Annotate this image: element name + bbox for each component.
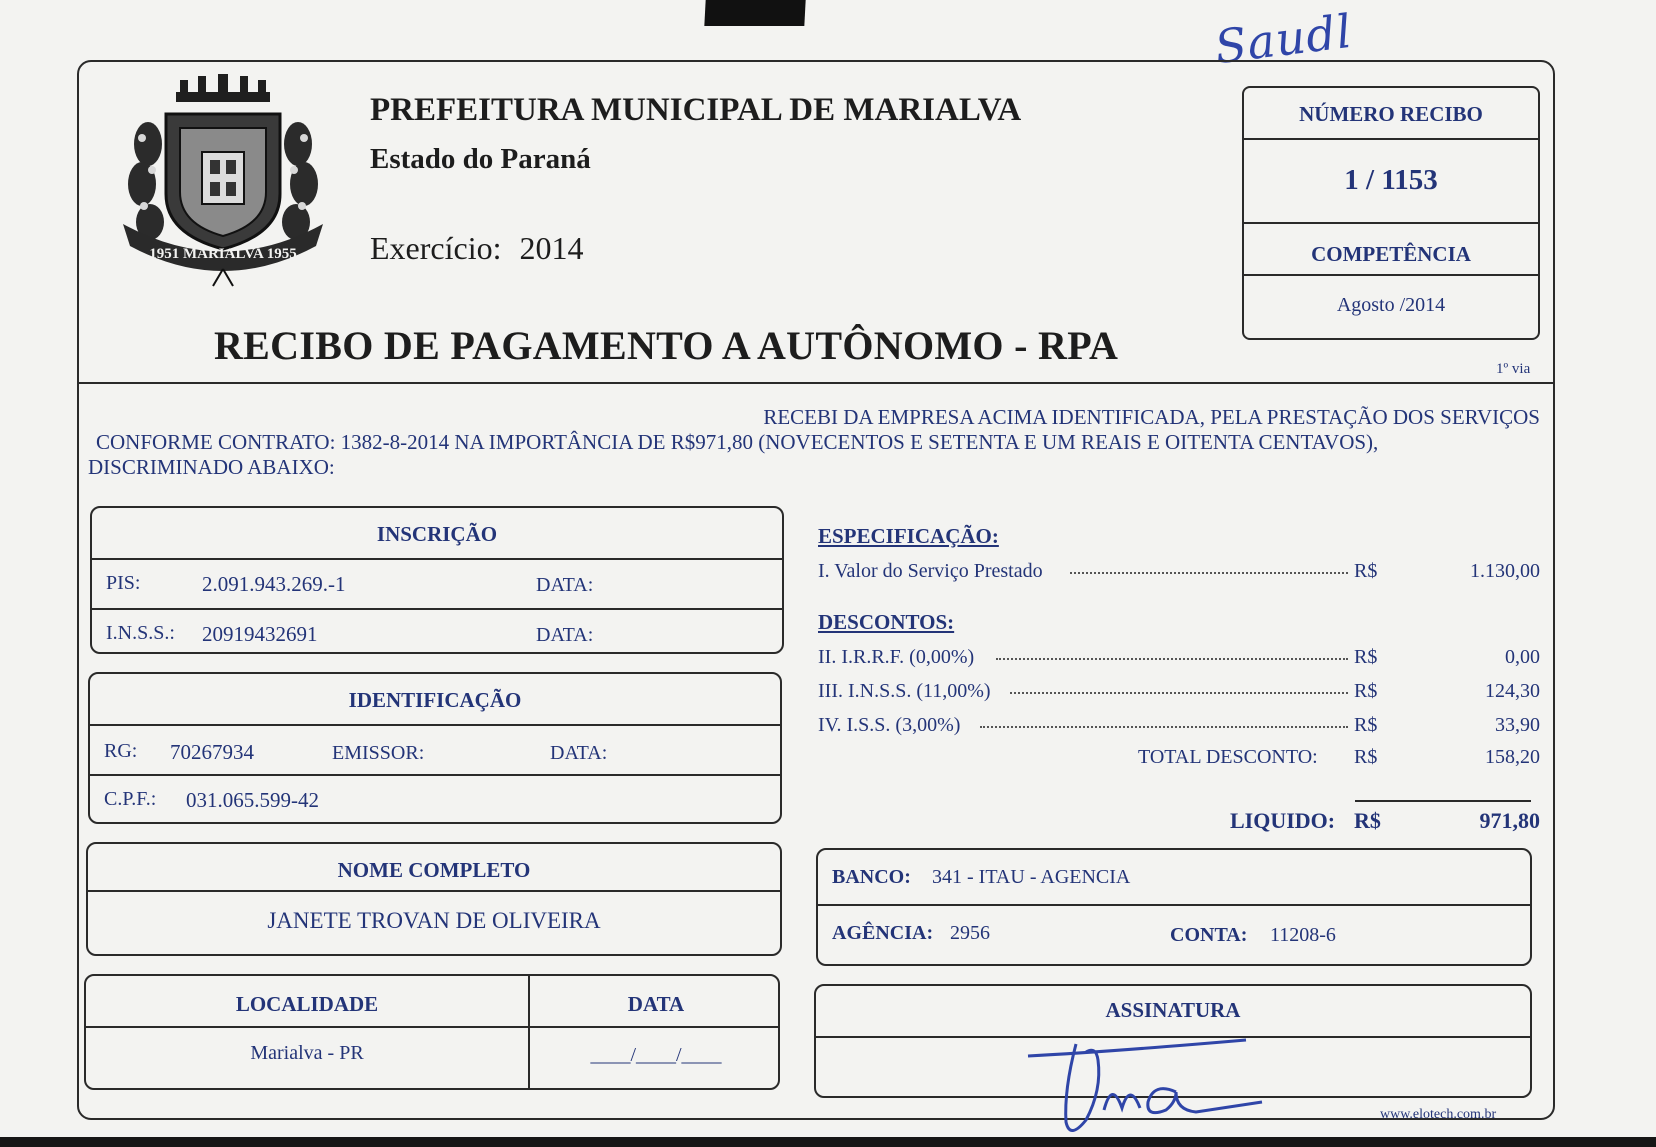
spec-item-currency: R$: [1354, 560, 1378, 582]
inss-date-label: DATA:: [536, 624, 594, 646]
account-label: CONTA:: [1170, 924, 1248, 946]
discount-row: [818, 646, 1540, 672]
net-total-currency: R$: [1354, 808, 1381, 833]
spec-row: [818, 560, 1540, 586]
bank-value: 341 - ITAU - AGENCIA: [932, 866, 1131, 888]
state-name: Estado do Paraná: [370, 143, 591, 175]
discount-row: [818, 714, 1540, 740]
discount-value: 124,30: [1485, 680, 1540, 702]
total-discount-row: [818, 746, 1540, 772]
header-divider: [77, 382, 1555, 384]
handwritten-signature: [1026, 1030, 1266, 1140]
bank-box: [816, 848, 1532, 966]
pis-date-label: DATA:: [536, 574, 594, 596]
date-title: DATA: [627, 992, 685, 1016]
statement-line-2: CONFORME CONTRATO: 1382-8-2014 NA IMPORTÂNCIA DE R$971,80 (NOVECENTOS E SETENTA E UM REAIS E OITENTA CENTAVOS),: [96, 430, 1379, 454]
agency-value: 2956: [950, 922, 990, 944]
fiscal-year: [370, 230, 583, 267]
total-discount-currency: R$: [1354, 746, 1378, 768]
document-title: RECIBO DE PAGAMENTO A AUTÔNOMO - RPA: [214, 323, 1119, 368]
emissor-label: EMISSOR:: [332, 742, 425, 764]
discount-currency: R$: [1354, 714, 1378, 736]
discounts-title: DESCONTOS:: [818, 610, 955, 634]
bank-label: BANCO:: [832, 866, 911, 888]
svg-text:1951 MARIALVA 1955: 1951 MARIALVA 1955: [149, 246, 297, 262]
receipt-number-box: [1242, 86, 1540, 340]
pis-label: PIS:: [106, 572, 141, 594]
inss-value: 20919432691: [202, 622, 318, 646]
competencia-label: COMPETÊNCIA: [1311, 242, 1471, 266]
footer-url: www.elotech.com.br: [1380, 1107, 1497, 1122]
identificacao-title: IDENTIFICAÇÃO: [348, 688, 522, 712]
competencia-value: Agosto /2014: [1336, 294, 1446, 316]
handwritten-name: Saudl: [1211, 3, 1356, 75]
rg-label: RG:: [104, 740, 138, 762]
cpf-label: C.P.F.:: [104, 788, 157, 810]
municipal-crest-icon: [118, 74, 328, 289]
nome-title: NOME COMPLETO: [337, 858, 531, 882]
receipt-number-label: NÚMERO RECIBO: [1299, 102, 1483, 126]
signature-title: ASSINATURA: [1105, 998, 1241, 1022]
statement-line-1: RECEBI DA EMPRESA ACIMA IDENTIFICADA, PELA PRESTAÇÃO DOS SERVIÇOS: [763, 405, 1540, 429]
discount-row: [818, 680, 1540, 706]
discount-currency: R$: [1354, 680, 1378, 702]
total-discount-label: TOTAL DESCONTO:: [1138, 746, 1318, 768]
discount-value: 0,00: [1505, 646, 1540, 668]
binder-tab: [704, 0, 805, 26]
discount-value: 33,90: [1495, 714, 1540, 736]
localidade-title: LOCALIDADE: [235, 992, 379, 1016]
inscricao-title: INSCRIÇÃO: [376, 522, 498, 546]
full-name: JANETE TROVAN DE OLIVEIRA: [267, 908, 601, 933]
specification-title: ESPECIFICAÇÃO:: [818, 524, 999, 548]
discount-currency: R$: [1354, 646, 1378, 668]
scan-edge: [0, 1137, 1656, 1147]
discount-label: III. I.N.S.S. (11,00%): [818, 680, 991, 702]
pis-value: 2.091.943.269.-1: [202, 572, 346, 596]
discount-label: IV. I.S.S. (3,00%): [818, 714, 961, 736]
discount-label: II. I.R.R.F. (0,00%): [818, 646, 975, 668]
fiscal-year-value: 2014: [519, 230, 584, 266]
net-total-row: [818, 808, 1540, 834]
spec-item-value: 1.130,00: [1470, 560, 1540, 582]
inscricao-box: [90, 506, 784, 654]
receipt-statement: [88, 405, 1540, 480]
localidade-box: [84, 974, 780, 1090]
date-value: ____/____/____: [590, 1044, 722, 1066]
localidade-value: Marialva - PR: [250, 1042, 364, 1064]
account-value: 11208-6: [1270, 924, 1336, 946]
rg-date-label: DATA:: [550, 742, 608, 764]
total-discount-value: 158,20: [1485, 746, 1540, 768]
inss-label: I.N.S.S.:: [106, 622, 175, 644]
rg-value: 70267934: [170, 740, 254, 764]
municipality-title: PREFEITURA MUNICIPAL DE MARIALVA: [370, 92, 1022, 128]
copy-label: 1º via: [1496, 361, 1531, 377]
nome-box: [86, 842, 782, 956]
fiscal-year-label: Exercício:: [370, 230, 502, 266]
net-total-rule: [1355, 800, 1531, 802]
net-total-label: LIQUIDO:: [1230, 808, 1336, 833]
net-total-value: 971,80: [1479, 808, 1540, 833]
receipt-number: 1 / 1153: [1344, 164, 1438, 196]
cpf-value: 031.065.599-42: [186, 788, 319, 812]
spec-item-label: I. Valor do Serviço Prestado: [818, 560, 1043, 582]
agency-label: AGÊNCIA:: [832, 922, 934, 944]
identificacao-box: [88, 672, 782, 824]
statement-line-3: DISCRIMINADO ABAIXO:: [88, 455, 335, 479]
